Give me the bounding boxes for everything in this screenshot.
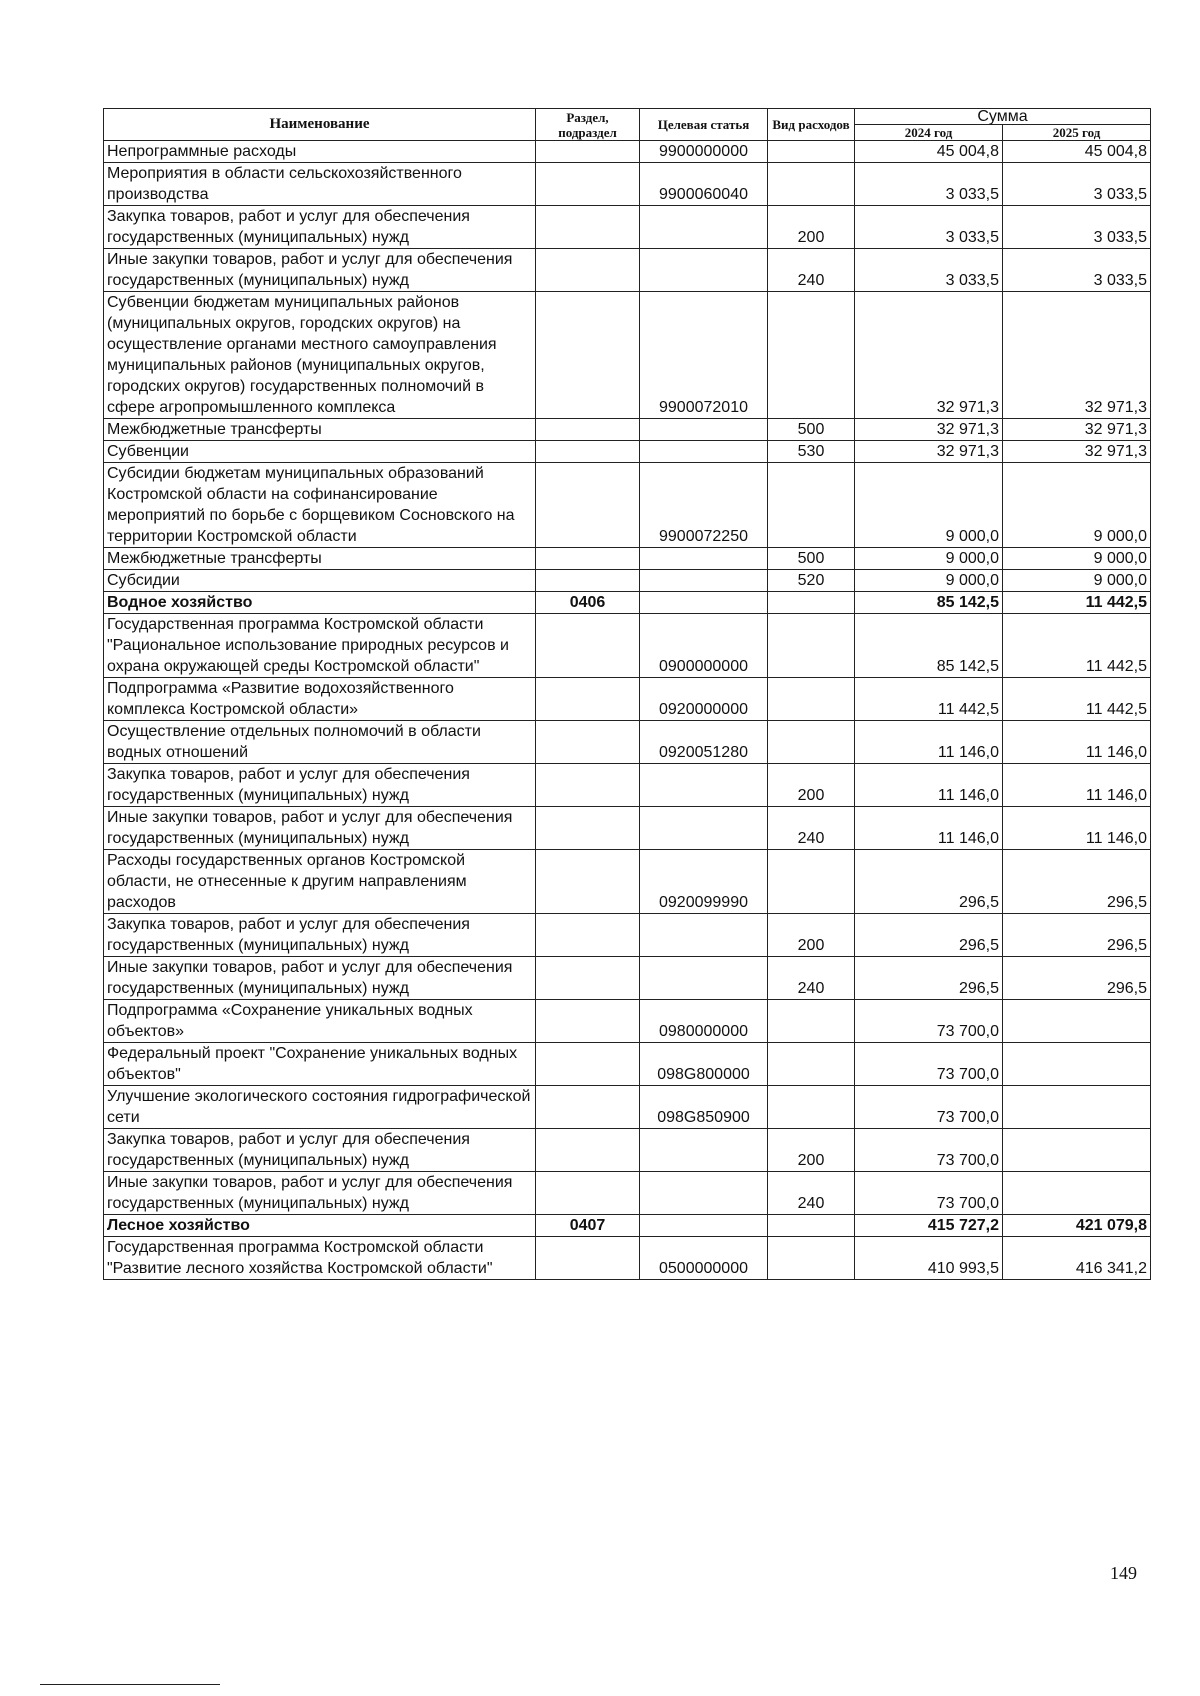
row-sum-2024-cell: 73 700,0 xyxy=(855,1086,1003,1129)
row-name-cell: Государственная программа Костромской области "Рациональное использование природных ресурсов и охрана окружающей среды Костромской области" xyxy=(104,614,536,678)
row-target-cell: 098G850900 xyxy=(640,1086,768,1129)
row-name-cell: Субсидии бюджетам муниципальных образований Костромской области на софинансирование мероприятий по борьбе с борщевиком Сосновского на территории Костромской области xyxy=(104,463,536,548)
row-section-cell xyxy=(536,249,640,292)
row-section-cell xyxy=(536,1237,640,1280)
row-kind-cell xyxy=(768,678,855,721)
header-target: Целевая статья xyxy=(640,109,768,141)
row-sum-2024-cell: 9 000,0 xyxy=(855,570,1003,592)
table-row xyxy=(104,419,1151,441)
row-target-cell: 0920051280 xyxy=(640,721,768,764)
row-sum-2024-cell: 11 146,0 xyxy=(855,721,1003,764)
row-name-cell: Иные закупки товаров, работ и услуг для обеспечения государственных (муниципальных) нужд xyxy=(104,807,536,850)
row-section-cell xyxy=(536,1000,640,1043)
header-name: Наименование xyxy=(104,109,536,141)
row-name-cell: Непрограммные расходы xyxy=(104,141,536,163)
row-sum-2025-cell: 3 033,5 xyxy=(1003,163,1151,206)
row-sum-2025-cell: 45 004,8 xyxy=(1003,141,1151,163)
row-kind-cell xyxy=(768,592,855,614)
row-target-cell: 9900060040 xyxy=(640,163,768,206)
row-name-cell: Расходы государственных органов Костромской области, не отнесенные к другим направлениям расходов xyxy=(104,850,536,914)
row-section-cell xyxy=(536,1172,640,1215)
row-section-cell xyxy=(536,570,640,592)
row-target-cell xyxy=(640,1215,768,1237)
table-row xyxy=(104,721,1151,764)
table-row xyxy=(104,807,1151,850)
row-sum-2025-cell: 11 442,5 xyxy=(1003,592,1151,614)
row-sum-2024-cell: 9 000,0 xyxy=(855,548,1003,570)
row-name-cell: Государственная программа Костромской области "Развитие лесного хозяйства Костромской области" xyxy=(104,1237,536,1280)
table-row xyxy=(104,441,1151,463)
row-section-cell xyxy=(536,463,640,548)
row-name-cell: Межбюджетные трансферты xyxy=(104,419,536,441)
footnote-rule xyxy=(40,1684,220,1685)
row-name-cell: Лесное хозяйство xyxy=(104,1215,536,1237)
row-section-cell xyxy=(536,1043,640,1086)
row-name-cell: Межбюджетные трансферты xyxy=(104,548,536,570)
row-name-cell: Закупка товаров, работ и услуг для обеспечения государственных (муниципальных) нужд xyxy=(104,206,536,249)
table-row xyxy=(104,463,1151,548)
table-row xyxy=(104,764,1151,807)
row-sum-2024-cell: 415 727,2 xyxy=(855,1215,1003,1237)
row-kind-cell: 200 xyxy=(768,1129,855,1172)
table-row xyxy=(104,249,1151,292)
header-section: Раздел, подраздел xyxy=(536,109,640,141)
row-target-cell xyxy=(640,592,768,614)
budget-table xyxy=(103,108,1151,1280)
table-row xyxy=(104,678,1151,721)
row-section-cell xyxy=(536,721,640,764)
row-sum-2025-cell: 296,5 xyxy=(1003,850,1151,914)
row-target-cell: 0920000000 xyxy=(640,678,768,721)
row-section-cell xyxy=(536,914,640,957)
row-sum-2025-cell: 416 341,2 xyxy=(1003,1237,1151,1280)
row-kind-cell xyxy=(768,141,855,163)
row-target-cell: 0900000000 xyxy=(640,614,768,678)
row-kind-cell: 500 xyxy=(768,419,855,441)
table-row xyxy=(104,1215,1151,1237)
row-kind-cell xyxy=(768,1000,855,1043)
row-section-cell xyxy=(536,1086,640,1129)
row-target-cell xyxy=(640,441,768,463)
row-kind-cell: 240 xyxy=(768,249,855,292)
table-row xyxy=(104,957,1151,1000)
row-target-cell: 0980000000 xyxy=(640,1000,768,1043)
table-row xyxy=(104,141,1151,163)
row-kind-cell: 530 xyxy=(768,441,855,463)
header-year-2024: 2024 год xyxy=(855,125,1003,141)
row-name-cell: Субвенции xyxy=(104,441,536,463)
row-sum-2025-cell: 296,5 xyxy=(1003,957,1151,1000)
row-sum-2025-cell: 11 146,0 xyxy=(1003,721,1151,764)
row-sum-2025-cell: 9 000,0 xyxy=(1003,463,1151,548)
row-sum-2025-cell: 3 033,5 xyxy=(1003,249,1151,292)
table-row xyxy=(104,1043,1151,1086)
row-sum-2024-cell: 3 033,5 xyxy=(855,163,1003,206)
row-sum-2024-cell: 3 033,5 xyxy=(855,249,1003,292)
row-name-cell: Субсидии xyxy=(104,570,536,592)
row-sum-2024-cell: 85 142,5 xyxy=(855,592,1003,614)
row-kind-cell: 240 xyxy=(768,1172,855,1215)
row-kind-cell xyxy=(768,614,855,678)
row-section-cell xyxy=(536,548,640,570)
row-sum-2025-cell: 3 033,5 xyxy=(1003,206,1151,249)
row-name-cell: Иные закупки товаров, работ и услуг для обеспечения государственных (муниципальных) нужд xyxy=(104,1172,536,1215)
row-name-cell: Улучшение экологического состояния гидрографической сети xyxy=(104,1086,536,1129)
row-sum-2024-cell: 3 033,5 xyxy=(855,206,1003,249)
row-sum-2025-cell: 11 146,0 xyxy=(1003,807,1151,850)
row-name-cell: Подпрограмма «Сохранение уникальных водных объектов» xyxy=(104,1000,536,1043)
row-section-cell xyxy=(536,206,640,249)
row-target-cell xyxy=(640,957,768,1000)
row-sum-2025-cell: 11 442,5 xyxy=(1003,614,1151,678)
row-target-cell xyxy=(640,1129,768,1172)
row-name-cell: Водное хозяйство xyxy=(104,592,536,614)
row-sum-2025-cell: 421 079,8 xyxy=(1003,1215,1151,1237)
row-sum-2024-cell: 73 700,0 xyxy=(855,1000,1003,1043)
row-sum-2025-cell: 32 971,3 xyxy=(1003,292,1151,419)
row-kind-cell xyxy=(768,721,855,764)
row-sum-2024-cell: 11 146,0 xyxy=(855,807,1003,850)
page-number: 149 xyxy=(1110,1563,1137,1583)
table-row xyxy=(104,570,1151,592)
row-sum-2024-cell: 11 442,5 xyxy=(855,678,1003,721)
row-kind-cell xyxy=(768,1043,855,1086)
row-sum-2024-cell: 32 971,3 xyxy=(855,441,1003,463)
row-sum-2025-cell xyxy=(1003,1086,1151,1129)
row-kind-cell: 500 xyxy=(768,548,855,570)
header-sum: Сумма xyxy=(855,109,1151,125)
row-kind-cell: 240 xyxy=(768,957,855,1000)
row-target-cell: 0920099990 xyxy=(640,850,768,914)
row-sum-2024-cell: 11 146,0 xyxy=(855,764,1003,807)
row-section-cell xyxy=(536,850,640,914)
row-target-cell: 9900072010 xyxy=(640,292,768,419)
row-sum-2025-cell xyxy=(1003,1172,1151,1215)
row-target-cell: 9900000000 xyxy=(640,141,768,163)
row-target-cell xyxy=(640,249,768,292)
row-section-cell xyxy=(536,614,640,678)
row-target-cell: 9900072250 xyxy=(640,463,768,548)
row-sum-2024-cell: 73 700,0 xyxy=(855,1129,1003,1172)
row-kind-cell: 200 xyxy=(768,914,855,957)
row-sum-2024-cell: 32 971,3 xyxy=(855,292,1003,419)
row-section-cell xyxy=(536,441,640,463)
row-section-cell: 0406 xyxy=(536,592,640,614)
row-sum-2024-cell: 9 000,0 xyxy=(855,463,1003,548)
row-name-cell: Субвенции бюджетам муниципальных районов (муниципальных округов, городских округов) на осуществление органами местного самоуправления муниципальных районов (муниципальных округов, городских округов) государственных полномочий в сфере агропромышленного комплекса xyxy=(104,292,536,419)
table-row xyxy=(104,1000,1151,1043)
table-row xyxy=(104,914,1151,957)
row-target-cell xyxy=(640,419,768,441)
table-row xyxy=(104,163,1151,206)
row-sum-2025-cell xyxy=(1003,1000,1151,1043)
row-sum-2025-cell: 32 971,3 xyxy=(1003,419,1151,441)
row-section-cell xyxy=(536,764,640,807)
table-row xyxy=(104,1086,1151,1129)
row-sum-2024-cell: 32 971,3 xyxy=(855,419,1003,441)
row-kind-cell xyxy=(768,1237,855,1280)
row-target-cell xyxy=(640,206,768,249)
row-target-cell: 098G800000 xyxy=(640,1043,768,1086)
row-target-cell xyxy=(640,548,768,570)
table-row xyxy=(104,1129,1151,1172)
row-kind-cell xyxy=(768,463,855,548)
row-kind-cell xyxy=(768,1215,855,1237)
row-target-cell xyxy=(640,914,768,957)
row-name-cell: Подпрограмма «Развитие водохозяйственного комплекса Костромской области» xyxy=(104,678,536,721)
row-sum-2025-cell xyxy=(1003,1043,1151,1086)
table-row xyxy=(104,850,1151,914)
table-body xyxy=(104,141,1151,1280)
row-sum-2024-cell: 296,5 xyxy=(855,914,1003,957)
table-row xyxy=(104,206,1151,249)
header-kind: Вид расходов xyxy=(768,109,855,141)
row-sum-2025-cell: 9 000,0 xyxy=(1003,548,1151,570)
table-row xyxy=(104,1237,1151,1280)
row-kind-cell: 200 xyxy=(768,764,855,807)
row-sum-2024-cell: 296,5 xyxy=(855,957,1003,1000)
row-kind-cell xyxy=(768,850,855,914)
row-target-cell xyxy=(640,1172,768,1215)
row-name-cell: Закупка товаров, работ и услуг для обеспечения государственных (муниципальных) нужд xyxy=(104,914,536,957)
table-row xyxy=(104,614,1151,678)
row-section-cell xyxy=(536,957,640,1000)
table-row xyxy=(104,592,1151,614)
row-sum-2024-cell: 73 700,0 xyxy=(855,1172,1003,1215)
row-name-cell: Иные закупки товаров, работ и услуг для обеспечения государственных (муниципальных) нужд xyxy=(104,957,536,1000)
row-section-cell xyxy=(536,141,640,163)
row-target-cell xyxy=(640,807,768,850)
row-name-cell: Осуществление отдельных полномочий в области водных отношений xyxy=(104,721,536,764)
row-section-cell xyxy=(536,292,640,419)
row-kind-cell xyxy=(768,163,855,206)
row-sum-2024-cell: 45 004,8 xyxy=(855,141,1003,163)
row-sum-2025-cell: 9 000,0 xyxy=(1003,570,1151,592)
row-sum-2024-cell: 73 700,0 xyxy=(855,1043,1003,1086)
row-sum-2025-cell: 32 971,3 xyxy=(1003,441,1151,463)
table-row xyxy=(104,1172,1151,1215)
header-year-2025: 2025 год xyxy=(1003,125,1151,141)
row-sum-2025-cell xyxy=(1003,1129,1151,1172)
row-sum-2024-cell: 410 993,5 xyxy=(855,1237,1003,1280)
row-kind-cell: 240 xyxy=(768,807,855,850)
row-target-cell: 0500000000 xyxy=(640,1237,768,1280)
row-sum-2025-cell: 11 146,0 xyxy=(1003,764,1151,807)
row-section-cell xyxy=(536,807,640,850)
row-target-cell xyxy=(640,764,768,807)
row-sum-2025-cell: 11 442,5 xyxy=(1003,678,1151,721)
row-kind-cell: 200 xyxy=(768,206,855,249)
row-name-cell: Закупка товаров, работ и услуг для обеспечения государственных (муниципальных) нужд xyxy=(104,1129,536,1172)
row-section-cell xyxy=(536,678,640,721)
row-sum-2025-cell: 296,5 xyxy=(1003,914,1151,957)
row-name-cell: Мероприятия в области сельскохозяйственного производства xyxy=(104,163,536,206)
row-kind-cell: 520 xyxy=(768,570,855,592)
row-sum-2024-cell: 85 142,5 xyxy=(855,614,1003,678)
row-name-cell: Иные закупки товаров, работ и услуг для обеспечения государственных (муниципальных) нужд xyxy=(104,249,536,292)
row-section-cell xyxy=(536,1129,640,1172)
table-row xyxy=(104,548,1151,570)
row-target-cell xyxy=(640,570,768,592)
row-name-cell: Закупка товаров, работ и услуг для обеспечения государственных (муниципальных) нужд xyxy=(104,764,536,807)
row-kind-cell xyxy=(768,292,855,419)
row-kind-cell xyxy=(768,1086,855,1129)
table-row xyxy=(104,292,1151,419)
row-section-cell: 0407 xyxy=(536,1215,640,1237)
row-name-cell: Федеральный проект "Сохранение уникальных водных объектов" xyxy=(104,1043,536,1086)
row-sum-2024-cell: 296,5 xyxy=(855,850,1003,914)
row-section-cell xyxy=(536,419,640,441)
row-section-cell xyxy=(536,163,640,206)
